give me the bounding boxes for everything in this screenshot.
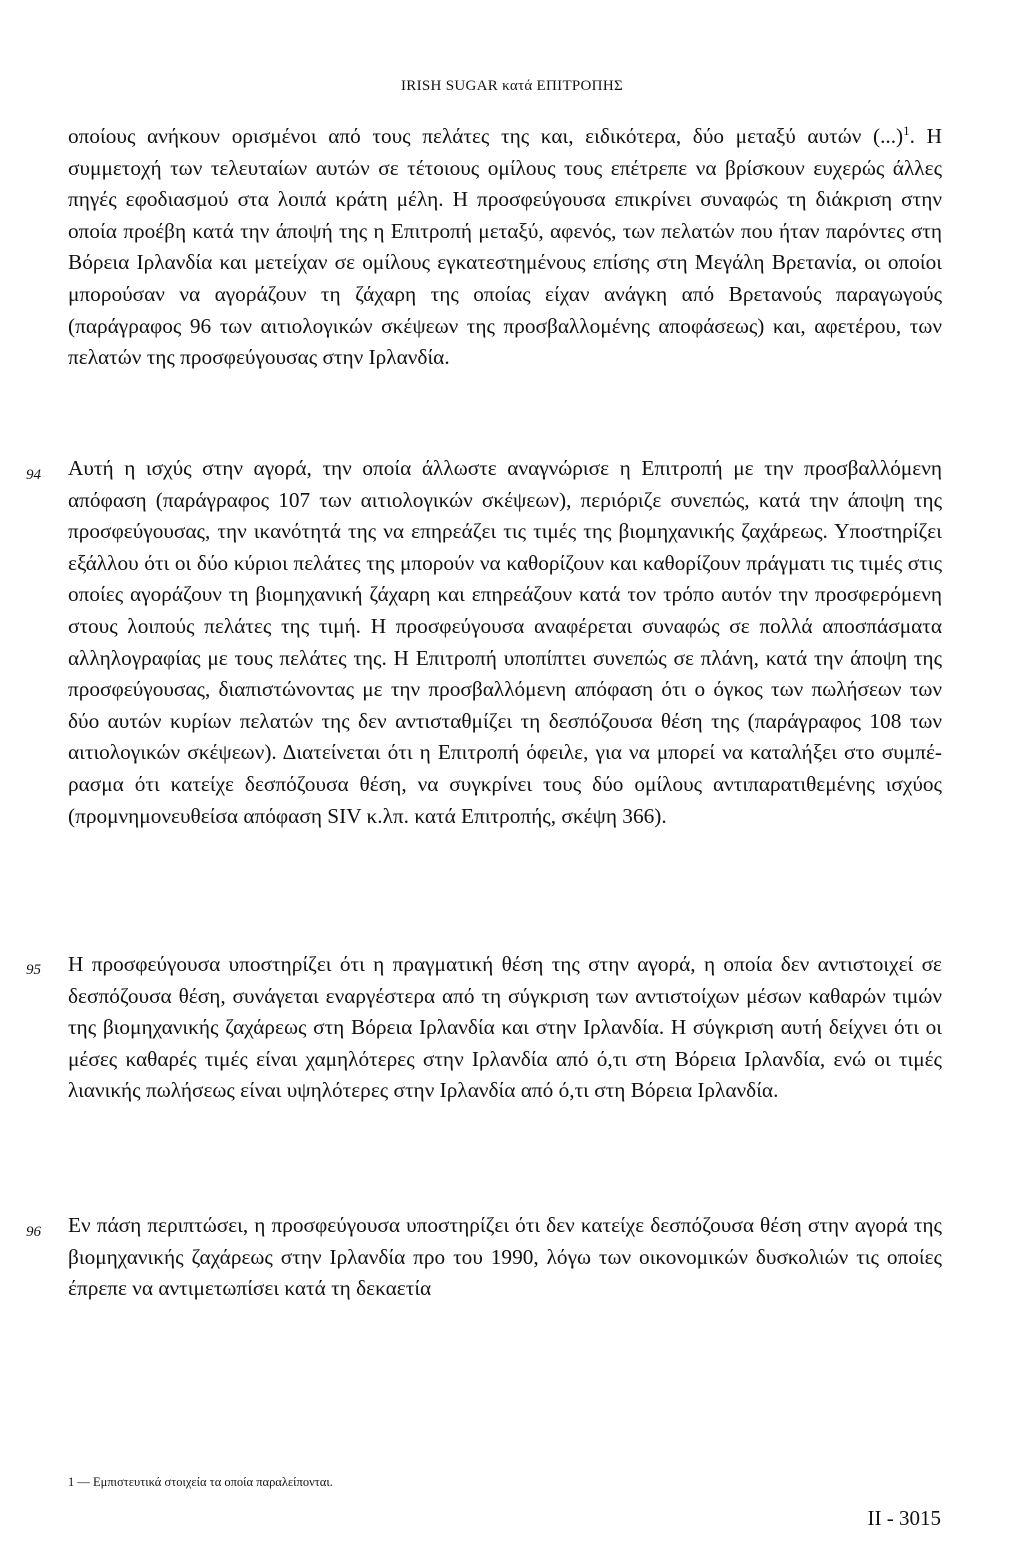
paragraph-text: . Η συμμετοχή των τελευταίων αυτών σε τέτοιους ομίλους τους επέτρεπε να βρίσκουν ευχερώς άλλες πηγές εφοδιασμού στα λοιπά κράτη μέλη. Η προσφεύγουσα επικρίνει συναφώς τη διάκριση στην οποία προέβη κατά την άποψή της η Επιτροπή μεταξύ, αφενός, των πελατών που ήταν παρόντες στη Βόρεια Ιρλανδία και μετείχαν σε ομίλους εγκατεστημένους επίσης στη Μεγάλη Βρετανία, οι οποίοι μπορούσαν να αγοράζουν τη ζάχαρη της οποίας είχαν ανάγκη από Βρετανούς παραγωγούς (παράγραφος 96 των αιτιολογικών σκέψεων της προσβαλλομένης αποφάσεως) και, αφετέρου, των πελατών της προσφεύγουσας στην Ιρλανδία. (68, 124, 942, 370)
paragraph-continued (68, 121, 942, 374)
paragraph-text: οποίους ανήκουν ορισμένοι από τους πελάτες της και, ειδικότερα, δύο μεταξύ αυτών (...) (68, 124, 904, 148)
paragraph-number: 95 (26, 962, 41, 978)
footnote-reference: 1 (903, 122, 910, 138)
page-number: II - 3015 (867, 1506, 941, 1530)
paragraph-95: Η προσφεύγουσα υποστηρίζει ότι η πραγματική θέση της στην αγορά, η οποία δεν αντιστοιχεί σε δεσπόζουσα θέση, συνάγεται εναργέστερα από τη σύγκριση των αντιστοίχων μέσων καθαρών τιμών της βιομηχανικής ζαχάρεως στη Βόρεια Ιρλανδία και στην Ιρλανδία. Η σύγκριση αυτή δείχνει ότι οι μέσες καθαρές τιμές είναι χαμηλότερες στην Ιρλανδία από ό,τι στη Βόρεια Ιρλανδία, ενώ οι τιμές λιανικής πωλήσεως είναι υψηλότερες στην Ιρλανδία από ό,τι στη Βόρεια Ιρλανδία. (68, 952, 942, 1103)
paragraph-94: Αυτή η ισχύς στην αγορά, την οποία άλλωστε αναγνώρισε η Επιτροπή με την προσβαλλόμενη απόφαση (παράγραφος 107 των αιτιολογικών σκέψεων), περιόριζε συνεπώς, κατά την άποψη της προσφεύγουσας, την ικανότητά της να επηρεάζει τις τιμές της βιομηχανικής ζαχάρεως. Υποστηρίζει εξάλλου ότι οι δύο κύριοι πελάτες της μπορούν να καθορίζουν και καθορίζουν πράγματι τις τιμές στις οποίες αγοράζουν τη βιομηχανική ζάχαρη και επηρεάζουν κατά τον τρόπο αυτόν την προσφερόμενη στους λοιπούς πελάτες της τιμή. Η προσφεύγουσα αναφέρεται συναφώς σε πολλά αποσπάσματα αλληλογραφίας με τους πελάτες της. Η Επιτροπή υποπίπτει συνεπώς σε πλάνη, κατά την άποψη της προσφεύγουσας, διαπιστώνοντας με την προσβαλλόμενη απόφαση ότι ο όγκος των πωλήσεων των δύο αυτών κυρίων πελατών της δεν αντισταθμίζει τη δεσπόζουσα θέση της (παράγραφος 108 των αιτιολογικών σκέψεων). Διατείνεται ότι η Επιτροπή όφειλε, για να μπορεί να καταλήξει στο συμπέρασμα ότι κατείχε δεσπόζουσα θέση, να συγκρίνει τους δύο ομίλους αντιπαρατιθεμένης ισχύος (προμνημονευθείσα απόφαση SIV κ.λπ. κατά Επιτροπής, σκέψη 366). (68, 456, 942, 828)
running-header: IRISH SUGAR κατά ΕΠΙΤΡΟΠΗΣ (401, 78, 623, 94)
paragraph-number: 96 (26, 1224, 41, 1240)
footnote: 1 — Εμπιστευτικά στοιχεία τα οποία παραλείπονται. (68, 1475, 333, 1489)
paragraph-96: Εν πάση περιπτώσει, η προσφεύγουσα υποστηρίζει ότι δεν κατείχε δεσπόζουσα θέση στην αγορά της βιομηχανικής ζαχάρεως στην Ιρλανδία προ του 1990, λόγω των οικονομικών δυσκολιών τις οποίες έπρεπε να αντιμετωπίσει κατά τη δεκαετία (68, 1213, 942, 1301)
paragraph-number: 94 (26, 467, 41, 483)
